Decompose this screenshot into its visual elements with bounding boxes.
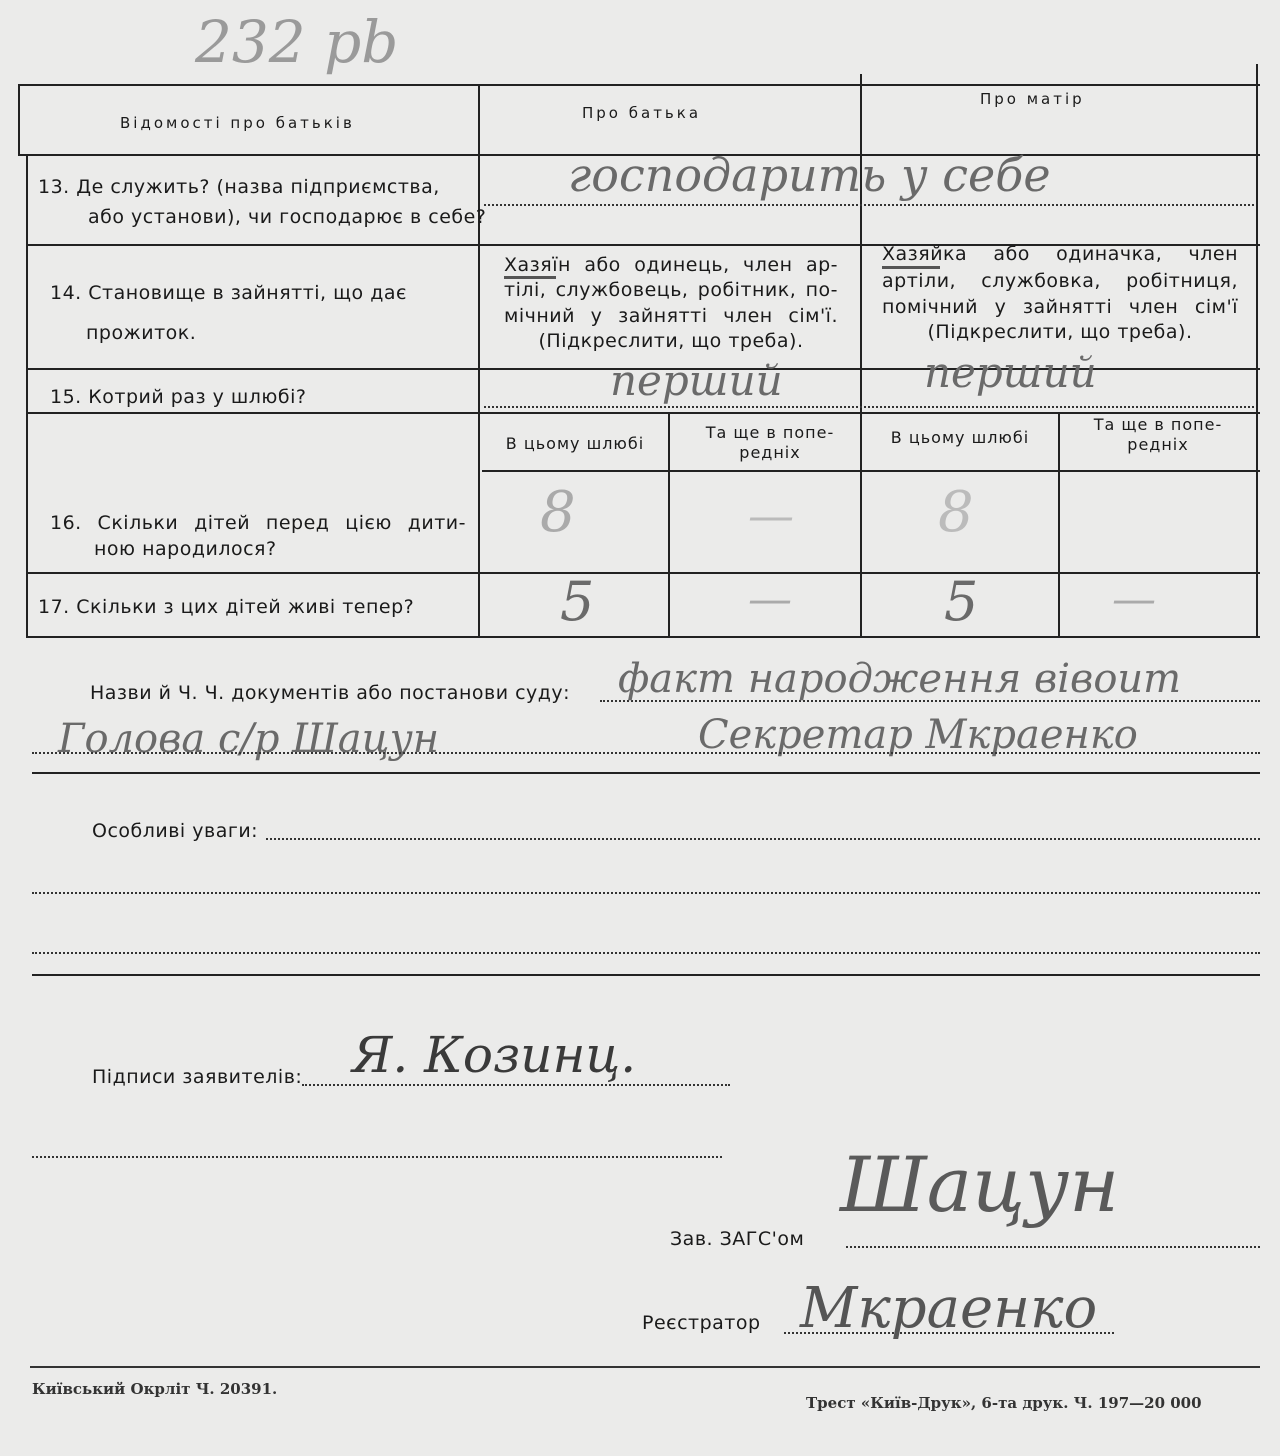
q14-father-line3: мічний у зайнятті член сім'ї.	[504, 305, 838, 327]
q14-mother-line4: (Підкреслити, що треба).	[927, 321, 1193, 343]
mother-this-marriage-header: В цьому шлюбі	[890, 428, 1030, 447]
q17-label: 17. Скільки з цих дітей живі тепер?	[38, 596, 415, 618]
documents-rule	[32, 772, 1260, 774]
q17-mother-this: 5	[944, 570, 979, 633]
father-this-marriage-header: В цьому шлюбі	[505, 434, 645, 453]
q14-mother-line3: помічний у зайнятті член сім'ї	[882, 296, 1238, 318]
applicants-line2	[32, 1156, 722, 1158]
q13-label-line2: або установи), чи господарює в себе?	[88, 206, 487, 228]
q14-father-line4: (Підкреслити, що треба).	[538, 330, 804, 352]
q16-label-line1: 16. Скільки дітей перед цією дити-	[50, 512, 466, 534]
q17-father-prev: —	[748, 574, 792, 625]
mother-previous-header-line2: редніх	[1127, 435, 1189, 454]
registrar-label: Реєстратор	[642, 1312, 761, 1334]
applicant-signature: Я. Козинц.	[352, 1026, 637, 1084]
father-previous-header-line2: редніх	[739, 443, 801, 462]
registrar-signature: Мкраенко	[800, 1276, 1098, 1341]
q14-mother-line1: Хазяйка або одиначка, член	[882, 243, 1238, 265]
q14-mother-line2: артіли, службовка, робітниця,	[882, 270, 1238, 292]
header-father: Про батька	[582, 104, 702, 122]
q17-mother-prev: —	[1112, 574, 1156, 625]
notes-line1	[266, 838, 1260, 840]
documents-hw-line2a: Голова с/р Шацун	[58, 716, 440, 762]
q15-label: 15. Котрий раз у шлюбі?	[50, 386, 307, 408]
q16-father-this: 8	[540, 480, 576, 545]
zags-signature: Шацун	[840, 1140, 1120, 1229]
q17-father-this: 5	[560, 570, 595, 633]
page-number-handwritten: 232 рb	[195, 8, 399, 76]
footer-left: Київський Окрліт Ч. 20391.	[32, 1380, 278, 1398]
q14-father-line1: Хазяїн або одинець, член ар-	[504, 254, 838, 276]
q16-mother-this: 8	[938, 480, 974, 545]
q13-answer-handwritten: господарить у себе	[568, 148, 1051, 202]
notes-label: Особливі уваги:	[92, 820, 259, 842]
zags-label: Зав. ЗАГС'ом	[670, 1228, 805, 1250]
zags-line	[846, 1246, 1260, 1248]
footer-right: Трест «Київ-Друк», 6-та друк. Ч. 197—20 000	[806, 1394, 1202, 1412]
applicants-label: Підписи заявителів:	[92, 1066, 303, 1088]
mother-underline-mark	[882, 266, 940, 269]
notes-line2	[32, 892, 1260, 894]
notes-line3	[32, 952, 1260, 954]
father-underline-mark	[504, 276, 556, 279]
q16-father-prev: —	[748, 488, 794, 542]
q14-father-line2: тілі, службовець, робітник, по-	[504, 279, 838, 301]
documents-hw-line2b: Секретар Мкраенко	[698, 712, 1138, 758]
footer-rule	[30, 1366, 1260, 1368]
q14-label-line1: 14. Становище в зайнятті, що дає	[50, 282, 407, 304]
q15-father-handwritten: перший	[610, 356, 783, 405]
header-col-label: Відомості про батьків	[120, 114, 355, 132]
documents-line2	[32, 752, 1260, 754]
q15-mother-handwritten: перший	[924, 348, 1097, 397]
father-previous-header-line1: Та ще в попе-	[705, 423, 835, 442]
documents-label: Назви й Ч. Ч. документів або постанови суду:	[90, 682, 571, 704]
mother-previous-header-line1: Та ще в попе-	[1093, 415, 1223, 434]
header-mother: Про матір	[980, 90, 1085, 108]
q13-label-line1: 13. Де служить? (назва підприємства,	[38, 176, 440, 198]
q16-label-line2: ною народилося?	[94, 538, 277, 560]
q14-label-line2: прожиток.	[86, 322, 197, 344]
notes-rule	[32, 974, 1260, 976]
documents-hw-line1: факт народження вівоит	[618, 656, 1182, 702]
applicants-line	[302, 1084, 730, 1086]
